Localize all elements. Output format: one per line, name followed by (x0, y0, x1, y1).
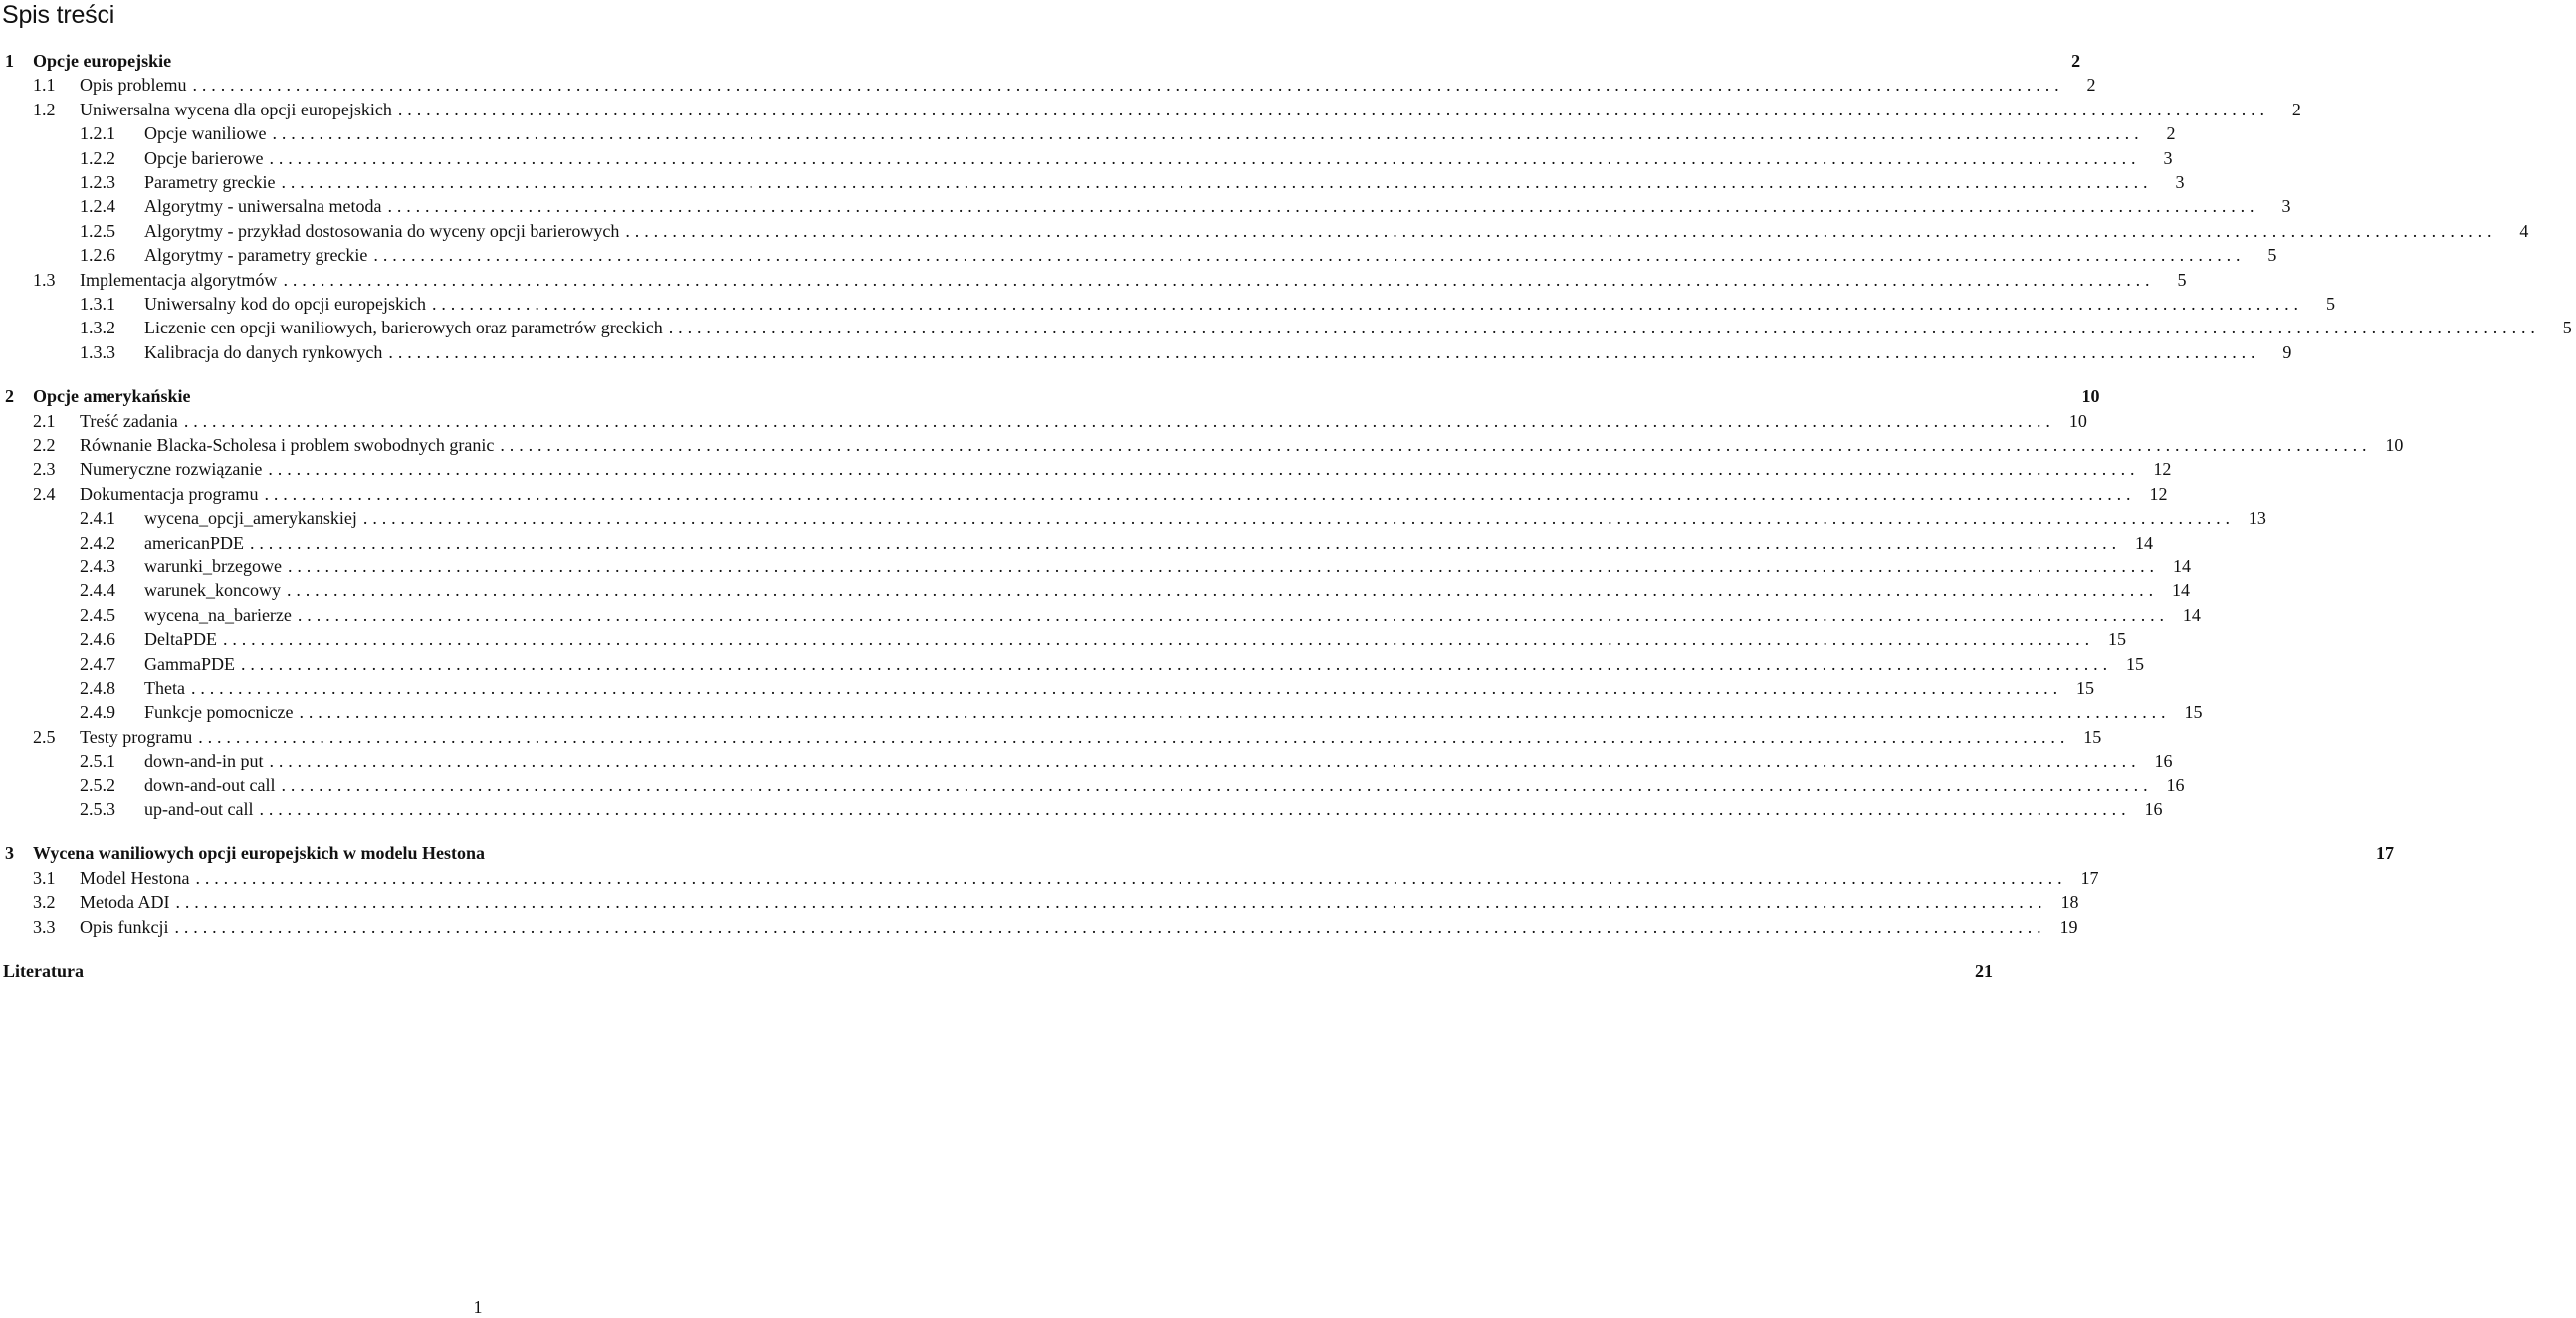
toc-entry-page: 13 (2248, 508, 2266, 529)
toc-entry-page: 14 (2172, 556, 2191, 576)
toc-section[interactable] (0, 409, 2087, 433)
toc-entry-title: Dokumentacja programu (80, 483, 259, 504)
toc-entry-title: Wycena waniliowych opcji europejskich w modelu Hestona (33, 843, 486, 864)
toc-entry-page: 15 (2125, 653, 2144, 674)
toc-entry-title: Model Hestona (80, 867, 190, 888)
toc-entry-title: down-and-out call (144, 774, 276, 795)
toc-entry-page: 18 (2060, 892, 2079, 913)
toc-subsection[interactable] (0, 146, 2173, 170)
toc-entry-page: 19 (2059, 916, 2078, 937)
toc-subsection[interactable] (0, 243, 2277, 267)
toc-dot-leader: ........................................................................................................................................................................................................ (259, 799, 2131, 819)
toc-dot-leader: ........................................................................................................................................................................................................ (268, 459, 2140, 480)
toc-chapter[interactable] (0, 49, 2081, 73)
toc-entry-title: Literatura (3, 961, 84, 981)
toc-entry-number: 2.4.4 (80, 580, 115, 601)
toc-subsection[interactable] (0, 340, 2292, 364)
toc-dot-leader: ........................................................................................................................................................................................................ (625, 220, 2497, 241)
toc-entry-number: 2.5.1 (80, 751, 115, 771)
toc-entry-page: 15 (2107, 629, 2126, 650)
toc-entry-title: Algorytmy - przykład dostosowania do wyceny opcji barierowych (144, 220, 620, 241)
toc-dot-leader: ........................................................................................................................................................................................................ (240, 653, 2112, 674)
toc-subsection[interactable] (0, 749, 2173, 772)
toc-section[interactable] (0, 98, 2301, 121)
toc-subsection[interactable] (0, 773, 2185, 797)
toc-entry-page: 14 (2134, 532, 2153, 552)
toc-entry-title: GammaPDE (144, 653, 235, 674)
toc-entry-number: 1.3.2 (80, 318, 115, 338)
toc-dot-leader: ........................................................................................................................................................................................................ (175, 892, 2047, 913)
toc-dot-leader: ........................................................................................................................................................................................................ (362, 508, 2235, 529)
toc-entry-title: Uniwersalna wycena dla opcji europejskich (80, 99, 392, 119)
toc-section[interactable] (0, 890, 2079, 914)
toc-entry-number: 1 (5, 51, 14, 71)
toc-entry-page: 14 (2182, 604, 2201, 625)
toc-subsection[interactable] (0, 506, 2266, 530)
toc-entry-page: 3 (2175, 172, 2185, 192)
toc-entry-title: Opis funkcji (80, 916, 169, 937)
toc-entry-number: 2.4.1 (80, 508, 115, 529)
toc-entry-page: 5 (2325, 294, 2335, 314)
toc-entry-number: 1.2.1 (80, 123, 115, 144)
toc-entry-page: 3 (2163, 147, 2173, 168)
toc-entry-number: 3.1 (33, 867, 56, 888)
toc-entry-number: 3.3 (33, 916, 56, 937)
toc-entry-title: Opcje amerykańskie (33, 386, 191, 407)
toc-entry-number: 1.3 (33, 269, 56, 290)
toc-subsection[interactable] (0, 627, 2126, 651)
toc-entry-page: 16 (2166, 774, 2185, 795)
toc-entry-page: 2 (2166, 123, 2176, 144)
toc-entry-title: Parametry greckie (144, 172, 276, 192)
toc-entry-number: 1.2.2 (80, 147, 115, 168)
toc-entry-number: 1.3.3 (80, 341, 115, 362)
toc-section[interactable] (0, 268, 2187, 292)
toc-entry-title: Kalibracja do danych rynkowych (144, 341, 383, 362)
toc-entry-number: 1.2 (33, 99, 56, 119)
toc-entry-page: 17 (2376, 843, 2395, 864)
toc-entry-title: Theta (144, 678, 185, 698)
toc-entry-number: 2.1 (33, 410, 56, 431)
toc-entry-page: 15 (2083, 726, 2102, 747)
toc-entry-page: 2 (2086, 75, 2096, 96)
toc-entry-number: 2.4 (33, 483, 56, 504)
toc-section[interactable] (0, 866, 2099, 890)
toc-dot-leader: ........................................................................................................................................................................................................ (397, 99, 2269, 119)
toc-entry-page: 2 (2291, 99, 2301, 119)
toc-entry-number: 3 (5, 843, 14, 864)
toc-entry-page: 14 (2171, 580, 2190, 601)
toc-entry-title: Równanie Blacka-Scholesa i problem swobodnych granic (80, 435, 495, 455)
toc-entry-number: 3.2 (33, 892, 56, 913)
toc-dot-leader: ........................................................................................................................................................................................................ (192, 75, 2064, 96)
toc-subsection[interactable] (0, 121, 2176, 145)
toc-dot-leader: ........................................................................................................................................................................................................ (373, 245, 2246, 266)
toc-section[interactable] (0, 73, 2096, 97)
toc-dot-leader: ........................................................................................................................................................................................................ (431, 294, 2303, 314)
toc-entry-title: up-and-out call (144, 799, 254, 819)
toc-subsection[interactable] (0, 652, 2144, 676)
toc-subsection[interactable] (0, 316, 2572, 339)
toc-section[interactable] (0, 482, 2168, 506)
toc-dot-leader: ........................................................................................................................................................................................................ (281, 172, 2153, 192)
toc-entry-title: wycena_na_barierze (144, 604, 292, 625)
toc-dot-leader: ........................................................................................................................................................................................................ (297, 604, 2169, 625)
toc-subsection[interactable] (0, 554, 2191, 578)
toc-entry-page: 16 (2144, 799, 2163, 819)
toc-entry-title: Funkcje pomocnicze (144, 702, 294, 723)
toc-chapter[interactable] (0, 841, 2395, 865)
toc-subsection[interactable] (0, 219, 2529, 243)
toc-entry-number: 2.4.6 (80, 629, 115, 650)
toc-entry-title: americanPDE (144, 532, 244, 552)
toc-entry-number: 1.1 (33, 75, 56, 96)
toc-entry-page: 17 (2080, 867, 2099, 888)
toc-section[interactable] (0, 433, 2404, 457)
toc-entry-title: DeltaPDE (144, 629, 217, 650)
toc-dot-leader: ........................................................................................................................................................................................................ (269, 751, 2141, 771)
page-title: Spis treści (2, 1, 115, 29)
toc-entry-page: 16 (2154, 751, 2173, 771)
toc-dot-leader: ........................................................................................................................................................................................................ (500, 435, 2372, 455)
toc-subsection[interactable] (0, 676, 2094, 700)
toc-subsection[interactable] (0, 797, 2163, 821)
toc-entry-page: 10 (2068, 410, 2087, 431)
toc-entry-title: Liczenie cen opcji waniliowych, barierowych oraz parametrów greckich (144, 318, 663, 338)
toc-dot-leader: ........................................................................................................................................................................................................ (174, 916, 2046, 937)
toc-entry-page: 5 (2267, 245, 2277, 266)
toc-entry-page: 12 (2149, 483, 2168, 504)
toc-entry-title: Opcje europejskie (33, 51, 172, 71)
toc-entry-title: Testy programu (80, 726, 193, 747)
toc-entry-page: 12 (2153, 459, 2172, 480)
toc-entry-number: 1.3.1 (80, 294, 115, 314)
toc-dot-leader: ........................................................................................................................................................................................................ (269, 147, 2141, 168)
toc-dot-leader: ........................................................................................................................................................................................................ (249, 532, 2121, 552)
toc-subsection[interactable] (0, 578, 2190, 602)
toc-subsection[interactable] (0, 603, 2201, 627)
toc-entry-title: warunek_koncowy (144, 580, 281, 601)
toc-entry-number: 2.5.3 (80, 799, 115, 819)
toc-dot-leader: ........................................................................................................................................................................................................ (183, 410, 2055, 431)
toc-dot-leader: ........................................................................................................................................................................................................ (195, 867, 2067, 888)
toc-entry-number: 2.4.2 (80, 532, 115, 552)
toc-entry-number: 2.4.5 (80, 604, 115, 625)
toc-section[interactable] (0, 457, 2172, 481)
toc-entry-title: Algorytmy - parametry greckie (144, 245, 368, 266)
toc-dot-leader: ........................................................................................................................................................................................................ (299, 702, 2171, 723)
toc-entry-page: 5 (2562, 318, 2572, 338)
toc-entry-page: 3 (2281, 196, 2291, 217)
toc-entry-title: Metoda ADI (80, 892, 170, 913)
toc-entry-number: 1.2.4 (80, 196, 115, 217)
toc-entry-number: 1.2.5 (80, 220, 115, 241)
toc-entry-number: 2.4.8 (80, 678, 115, 698)
toc-dot-leader: ........................................................................................................................................................................................................ (272, 123, 2144, 144)
toc-subsection[interactable] (0, 700, 2203, 724)
page-number: 1 (473, 1297, 483, 1317)
toc-dot-leader: ........................................................................................................................................................................................................ (190, 678, 2062, 698)
toc-entry-page: 4 (2519, 220, 2529, 241)
toc-entry-page: 15 (2184, 702, 2203, 723)
toc-dot-leader: ........................................................................................................................................................................................................ (264, 483, 2136, 504)
toc-entry-number: 2.5.2 (80, 774, 115, 795)
toc-entry-title: Implementacja algorytmów (80, 269, 278, 290)
toc-entry-page: 5 (2177, 269, 2187, 290)
toc-dot-leader: ........................................................................................................................................................................................................ (283, 269, 2155, 290)
toc-dot-leader: ........................................................................................................................................................................................................ (198, 726, 2070, 747)
toc-entry-number: 2.4.3 (80, 556, 115, 576)
toc-entry-number: 2.5 (33, 726, 56, 747)
toc-entry-title: warunki_brzegowe (144, 556, 282, 576)
toc-subsection[interactable] (0, 292, 2335, 316)
toc-entry-number: 1.2.6 (80, 245, 115, 266)
toc-entry-title: Algorytmy - uniwersalna metoda (144, 196, 382, 217)
toc-subsection[interactable] (0, 194, 2291, 218)
toc-entry-title: Numeryczne rozwiązanie (80, 459, 263, 480)
toc-entry-number: 2 (5, 386, 14, 407)
toc-entry-title: wycena_opcji_amerykanskiej (144, 508, 357, 529)
toc-chapter[interactable] (0, 384, 2100, 408)
toc-dot-leader: ........................................................................................................................................................................................................ (668, 318, 2540, 338)
toc-entry-number: 2.2 (33, 435, 56, 455)
toc-dot-leader: ........................................................................................................................................................................................................ (388, 341, 2260, 362)
toc-entry-page: 10 (2081, 386, 2100, 407)
toc-entry-page: 10 (2385, 435, 2404, 455)
toc-entry-number: 2.3 (33, 459, 56, 480)
toc-section[interactable] (0, 915, 2078, 939)
toc-entry-number: 2.4.7 (80, 653, 115, 674)
toc-section[interactable] (0, 725, 2102, 749)
toc-entry-title: Uniwersalny kod do opcji europejskich (144, 294, 426, 314)
toc-entry-title: Treść zadania (80, 410, 178, 431)
toc-entry-page: 2 (2071, 51, 2081, 71)
toc-entry-number: 1.2.3 (80, 172, 115, 192)
toc-dot-leader: ........................................................................................................................................................................................................ (222, 629, 2094, 650)
toc-dot-leader: ........................................................................................................................................................................................................ (286, 580, 2158, 601)
toc-dot-leader: ........................................................................................................................................................................................................ (287, 556, 2159, 576)
toc-entry-page: 9 (2282, 341, 2292, 362)
toc-entry-title: Opcje waniliowe (144, 123, 267, 144)
toc-subsection[interactable] (0, 170, 2185, 194)
toc-entry-number: 2.4.9 (80, 702, 115, 723)
toc-dot-leader: ........................................................................................................................................................................................................ (281, 774, 2153, 795)
toc-dot-leader: ........................................................................................................................................................................................................ (387, 196, 2259, 217)
toc-entry-page: 21 (1974, 961, 1993, 981)
toc-entry-title: down-and-in put (144, 751, 264, 771)
toc-entry-title: Opcje barierowe (144, 147, 264, 168)
toc-subsection[interactable] (0, 531, 2153, 554)
toc-entry-page: 15 (2075, 678, 2094, 698)
toc-entry-title: Opis problemu (80, 75, 187, 96)
toc-chapter[interactable] (0, 959, 1993, 983)
